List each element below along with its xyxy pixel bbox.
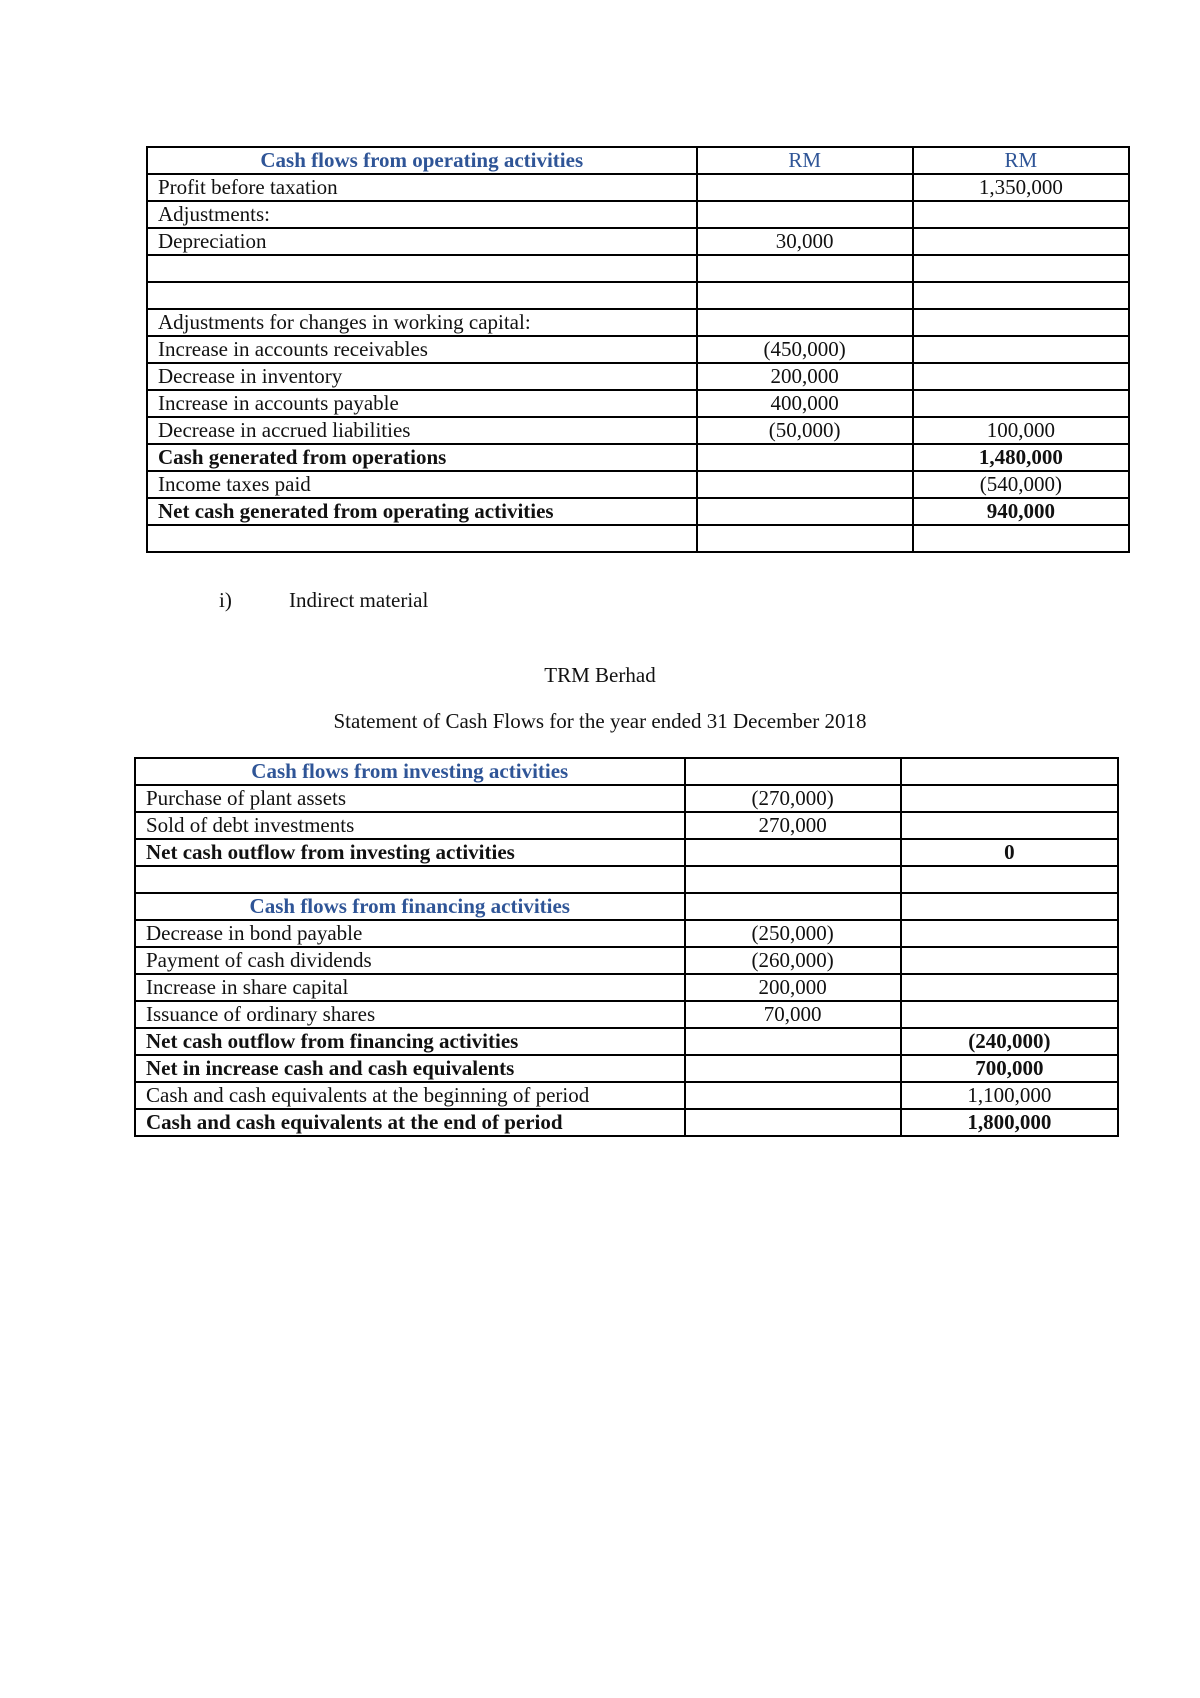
row-total	[901, 974, 1118, 1001]
row-total	[901, 1001, 1118, 1028]
table-row	[147, 228, 1129, 255]
operating-header-row	[147, 147, 1129, 174]
table-row	[147, 174, 1129, 201]
table-row	[135, 785, 1118, 812]
table-row	[147, 201, 1129, 228]
row-amount: (260,000)	[685, 947, 901, 974]
operating-header-col1: RM	[697, 147, 913, 174]
table-row	[147, 525, 1129, 552]
table-row	[135, 866, 1118, 893]
company-name: TRM Berhad	[544, 663, 656, 687]
table-row	[147, 444, 1129, 471]
row-total	[901, 785, 1118, 812]
row-total	[913, 228, 1129, 255]
row-amount	[697, 444, 913, 471]
row-amount	[685, 1055, 901, 1082]
row-total: (240,000)	[901, 1028, 1118, 1055]
note-line	[219, 588, 429, 613]
table-row	[135, 920, 1118, 947]
row-label: Cash generated from operations	[147, 444, 697, 471]
row-label: Increase in accounts receivables	[147, 336, 697, 363]
row-label: Income taxes paid	[147, 471, 697, 498]
table-row	[135, 1001, 1118, 1028]
row-total	[913, 363, 1129, 390]
row-total	[913, 201, 1129, 228]
row-label: Increase in accounts payable	[147, 390, 697, 417]
section-header-row	[135, 758, 1118, 785]
row-amount: (270,000)	[685, 785, 901, 812]
row-amount	[685, 758, 901, 785]
section-header-label: Cash flows from investing activities	[135, 758, 685, 785]
table-row	[147, 363, 1129, 390]
row-amount	[697, 525, 913, 552]
row-total	[901, 812, 1118, 839]
row-amount: 400,000	[697, 390, 913, 417]
row-amount	[685, 893, 901, 920]
row-label	[135, 866, 685, 893]
row-amount	[697, 282, 913, 309]
row-label: Issuance of ordinary shares	[135, 1001, 685, 1028]
table-row	[147, 336, 1129, 363]
note-text: Indirect material	[289, 588, 429, 612]
table-row	[147, 309, 1129, 336]
table-row	[147, 417, 1129, 444]
table-row	[147, 498, 1129, 525]
row-label	[147, 255, 697, 282]
table-row	[135, 1055, 1118, 1082]
row-label: Adjustments for changes in working capital:	[147, 309, 697, 336]
row-total	[913, 336, 1129, 363]
row-label: Net cash outflow from investing activities	[135, 839, 685, 866]
row-label: Purchase of plant assets	[135, 785, 685, 812]
row-total: 1,350,000	[913, 174, 1129, 201]
row-amount	[697, 309, 913, 336]
operating-header-col2: RM	[913, 147, 1129, 174]
section-header-label: Cash flows from financing activities	[135, 893, 685, 920]
row-amount	[685, 1082, 901, 1109]
table-row	[147, 390, 1129, 417]
table-row	[147, 471, 1129, 498]
note-marker: i)	[219, 588, 232, 612]
table-row	[135, 1082, 1118, 1109]
row-total: 0	[901, 839, 1118, 866]
row-total	[901, 920, 1118, 947]
row-amount: (50,000)	[697, 417, 913, 444]
row-amount	[697, 471, 913, 498]
row-total	[913, 309, 1129, 336]
row-amount	[685, 866, 901, 893]
table-row	[147, 255, 1129, 282]
row-amount: 30,000	[697, 228, 913, 255]
row-total: 1,800,000	[901, 1109, 1118, 1136]
row-total	[901, 866, 1118, 893]
table-row	[135, 812, 1118, 839]
section-header-row	[135, 893, 1118, 920]
row-total	[913, 525, 1129, 552]
row-total	[901, 947, 1118, 974]
investing-financing-table	[134, 757, 1119, 1137]
row-amount	[697, 174, 913, 201]
row-total: 1,480,000	[913, 444, 1129, 471]
row-total: 700,000	[901, 1055, 1118, 1082]
row-label: Net cash outflow from financing activities	[135, 1028, 685, 1055]
row-amount	[697, 498, 913, 525]
row-amount	[685, 1109, 901, 1136]
row-label: Increase in share capital	[135, 974, 685, 1001]
row-label: Net cash generated from operating activities	[147, 498, 697, 525]
table-row	[135, 974, 1118, 1001]
row-label: Decrease in accrued liabilities	[147, 417, 697, 444]
row-label: Decrease in bond payable	[135, 920, 685, 947]
row-total	[901, 893, 1118, 920]
row-label: Net in increase cash and cash equivalents	[135, 1055, 685, 1082]
row-total	[913, 390, 1129, 417]
row-total: 940,000	[913, 498, 1129, 525]
table-row	[135, 839, 1118, 866]
row-total: (540,000)	[913, 471, 1129, 498]
row-amount: 200,000	[697, 363, 913, 390]
row-amount: (450,000)	[697, 336, 913, 363]
row-amount	[685, 839, 901, 866]
statement-title: Statement of Cash Flows for the year ended 31 December 2018	[333, 709, 867, 733]
table-row	[147, 282, 1129, 309]
row-label: Depreciation	[147, 228, 697, 255]
row-label: Cash and cash equivalents at the beginning of period	[135, 1082, 685, 1109]
row-total	[913, 255, 1129, 282]
row-amount: (250,000)	[685, 920, 901, 947]
row-label: Profit before taxation	[147, 174, 697, 201]
row-amount: 200,000	[685, 974, 901, 1001]
row-label: Decrease in inventory	[147, 363, 697, 390]
row-total: 1,100,000	[901, 1082, 1118, 1109]
row-total	[913, 282, 1129, 309]
operating-activities-table	[146, 146, 1130, 553]
row-label: Payment of cash dividends	[135, 947, 685, 974]
row-label	[147, 282, 697, 309]
operating-header-label: Cash flows from operating activities	[147, 147, 697, 174]
row-amount	[697, 255, 913, 282]
row-amount: 70,000	[685, 1001, 901, 1028]
row-amount	[697, 201, 913, 228]
row-total: 100,000	[913, 417, 1129, 444]
row-total	[901, 758, 1118, 785]
row-amount	[685, 1028, 901, 1055]
row-label: Sold of debt investments	[135, 812, 685, 839]
row-label: Cash and cash equivalents at the end of period	[135, 1109, 685, 1136]
table-row	[135, 1028, 1118, 1055]
row-label: Adjustments:	[147, 201, 697, 228]
row-amount: 270,000	[685, 812, 901, 839]
table-row	[135, 947, 1118, 974]
row-label	[147, 525, 697, 552]
table-row	[135, 1109, 1118, 1136]
